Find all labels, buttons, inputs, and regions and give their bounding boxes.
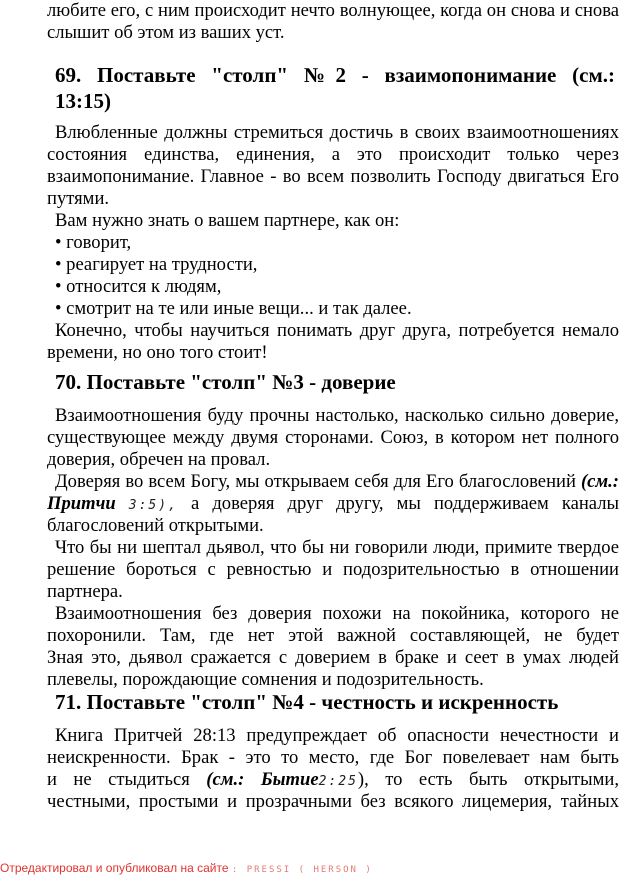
bullet-item: • смотрит на те или иные вещи... и так далее. [55, 298, 412, 319]
footer-watermark [0, 861, 373, 877]
section-70-p1-line-2: существующее между двумя сторонами. Союз, в котором нет полного [47, 427, 619, 448]
section-70-p3-line-1: Что бы ни шептал дьявол, что бы ни говорили люди, примите твердое [55, 537, 619, 558]
section-69-p1-line-4: путями. [47, 188, 110, 209]
section-70-p2-line-3: благословений открытыми. [47, 515, 264, 536]
bullet-item: • относится к людям, [55, 276, 222, 297]
scripture-verse: 3:5), [128, 498, 178, 513]
section-69-p3-line-1: Конечно, чтобы научиться понимать друг друга, потребуется немало [55, 320, 619, 341]
section-69-heading-line-1: 69. Поставьте "столп" №2 - взаимопонимание (см.: [55, 63, 615, 87]
section-70-p4-line-4: плевелы, порождающие сомнения и подозрительность. [47, 669, 484, 690]
section-70-p1-line-3: доверия, обречен на провал. [47, 449, 271, 470]
section-70-heading: 70. Поставьте "столп" №3 - доверие [55, 370, 396, 394]
section-71-p1-text-a: и не стыдиться [47, 769, 190, 790]
section-70-p4-line-1: Взаимоотношения без доверия похожи на покойника, которого не [55, 603, 619, 624]
intro-line-2: слышит об этом из ваших уст. [47, 22, 285, 43]
section-70-p3-line-2: решение бороться с ревностью и подозрительностью в отношении [47, 559, 619, 580]
scripture-book: Бытие [260, 769, 319, 790]
section-70-p2-line-2 [47, 493, 619, 515]
scripture-ref-label: (см.: [580, 471, 619, 492]
section-71-p1-line-3 [47, 769, 619, 791]
section-71-p1-text-b: ), то есть быть открытыми, [357, 769, 619, 790]
footer-text: Отредактировал и опубликовал на сайте [0, 861, 229, 875]
scripture-verse: 2:25 [318, 774, 358, 789]
bullet-item: • реагирует на трудности, [55, 254, 258, 275]
section-69-p1-line-1: Влюбленные должны стремиться достичь в своих взаимоотношениях [55, 122, 619, 143]
section-71-p1-line-2: неискренности. Брак - это то место, где Бог повелевает нам быть [47, 747, 619, 768]
section-69-p1-line-3: взаимопонимание. Главное - во всем позволить Господу двигаться Его [47, 166, 619, 187]
intro-line-1: любите его, с ним происходит нечто волнующее, когда он снова и снова [47, 0, 619, 21]
section-69-p3-line-2: времени, но оно того стоит! [47, 342, 268, 363]
scripture-ref-label: (см.: [206, 769, 245, 790]
section-71-p1-line-1: Книга Притчей 28:13 предупреждает об опасности нечестности и [55, 725, 619, 746]
section-70-p2-line-1 [55, 471, 619, 493]
section-70-p2-text: Доверяя во всем Богу, мы открываем себя для Его благословений [55, 471, 576, 492]
section-69-heading-line-2: 13:15) [55, 89, 111, 113]
section-70-p2-text-cont: а доверяя друг другу, мы поддерживаем каналы [191, 493, 619, 514]
section-69-p2: Вам нужно знать о вашем партнере, как он: [55, 210, 400, 231]
footer-site-logo: : PRESSI ( HERSON ) [231, 865, 373, 875]
section-70-p4-line-2: похоронили. Там, где нет этой важной составляющей, не будет [47, 625, 619, 646]
section-70-p1-line-1: Взаимоотношения буду прочны настолько, насколько сильно доверие, [55, 405, 619, 426]
section-70-p3-line-3: партнера. [47, 581, 123, 602]
scripture-book: Притчи [47, 493, 116, 514]
section-71-heading: 71. Поставьте "столп" №4 - честность и искренность [55, 690, 559, 714]
section-71-p1-line-4: честными, простыми и прозрачными без всякого лицемерия, тайных [47, 791, 619, 812]
bullet-item: • говорит, [55, 232, 132, 253]
section-70-p4-line-3: Зная это, дьявол сражается с доверием в браке и сеет в умах людей [47, 647, 619, 668]
section-69-p1-line-2: состояния единства, единения, а это происходит только через [47, 144, 619, 165]
